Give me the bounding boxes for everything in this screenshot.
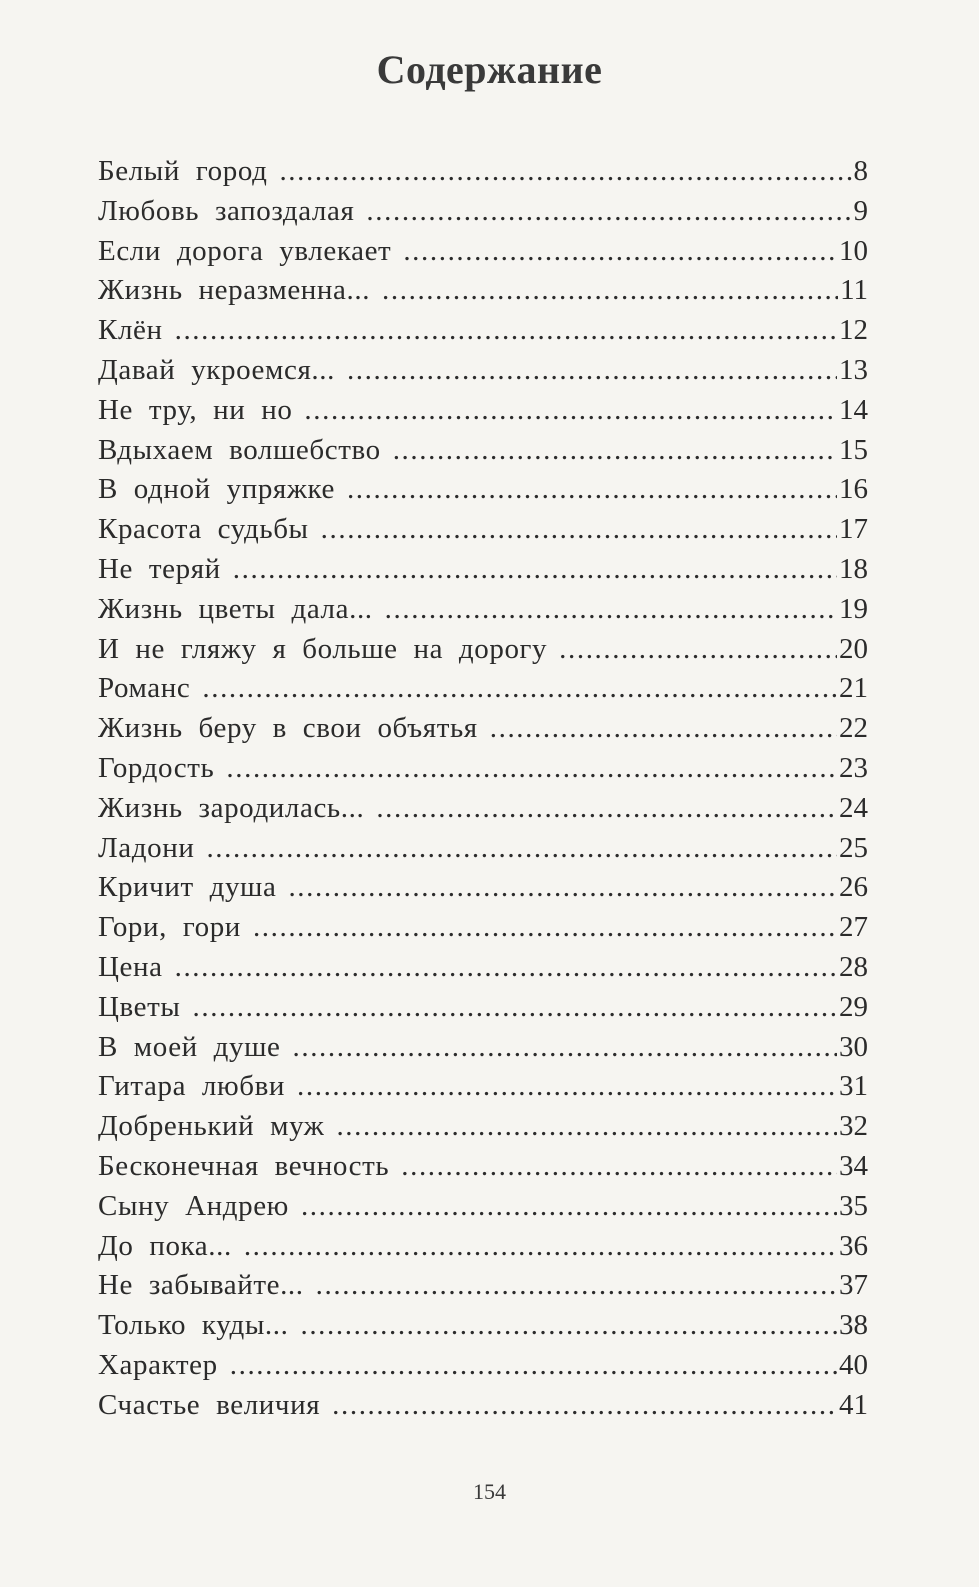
toc-entry-title: Бесконечная вечность <box>98 1149 390 1182</box>
dot-leader <box>382 271 838 311</box>
toc-entry-title: И не гляжу я больше на дорогу <box>98 632 548 665</box>
dot-leader <box>244 1227 837 1267</box>
toc-entry-page: 20 <box>839 632 868 665</box>
toc-entry <box>98 470 868 510</box>
toc-entry-page: 37 <box>839 1269 868 1302</box>
toc-entry <box>98 1028 868 1068</box>
toc-entry-page: 36 <box>839 1229 868 1262</box>
toc-entry-title: Красота судьбы <box>98 513 309 546</box>
toc-entry-page: 32 <box>839 1110 868 1143</box>
toc-entry-title: Кричит душа <box>98 871 277 904</box>
toc-entry <box>98 908 868 948</box>
toc-entry-page: 18 <box>839 552 868 585</box>
toc-entry-title: Ладони <box>98 831 195 864</box>
dot-leader <box>175 311 837 351</box>
toc-entry-title: Гори, гори <box>98 911 241 944</box>
toc-entry-page: 14 <box>839 393 868 426</box>
dot-leader <box>226 749 837 789</box>
dot-leader <box>300 1306 837 1346</box>
toc-entry <box>98 749 868 789</box>
toc-entry-page: 9 <box>853 194 868 227</box>
toc-entry-title: Жизнь цветы дала... <box>98 592 373 625</box>
page-title: Содержание <box>376 47 603 92</box>
toc-entry <box>98 669 868 709</box>
toc-entry-title: Если дорога увлекает <box>98 234 392 267</box>
toc-entry-title: Сыну Андрею <box>98 1189 289 1222</box>
dot-leader <box>336 1107 837 1147</box>
toc-entry-title: Любовь запоздалая <box>98 194 355 227</box>
toc-entry-page: 15 <box>839 433 868 466</box>
toc-entry-title: Жизнь беру в свои объятья <box>98 712 478 745</box>
toc-entry-title: Жизнь неразменна... <box>98 274 371 307</box>
toc-entry-page: 24 <box>839 791 868 824</box>
toc-entry-page: 19 <box>839 592 868 625</box>
toc-entry-page: 30 <box>839 1030 868 1063</box>
toc-entry <box>98 988 868 1028</box>
dot-leader <box>301 1187 837 1227</box>
toc-entry-title: Только куды... <box>98 1309 289 1342</box>
toc-entry-title: Романс <box>98 672 191 705</box>
toc-entry-title: Характер <box>98 1348 218 1381</box>
toc-entry-page: 27 <box>839 911 868 944</box>
dot-leader <box>403 232 837 272</box>
toc-entry <box>98 1067 868 1107</box>
toc-entry-title: Не теряй <box>98 552 221 585</box>
toc-entry-page: 17 <box>839 513 868 546</box>
toc-entry <box>98 232 868 272</box>
toc-entry <box>98 1227 868 1267</box>
toc-entry <box>98 510 868 550</box>
toc-entry <box>98 550 868 590</box>
toc-entry-title: Цена <box>98 950 163 983</box>
dot-leader <box>175 948 837 988</box>
toc-entry-title: Жизнь зародилась... <box>98 791 365 824</box>
toc-entry-page: 16 <box>839 473 868 506</box>
dot-leader <box>193 988 838 1028</box>
table-of-contents <box>98 152 868 1426</box>
toc-entry-title: Давай укроемся... <box>98 353 335 386</box>
dot-leader <box>376 789 837 829</box>
toc-entry <box>98 192 868 232</box>
toc-entry <box>98 709 868 749</box>
dot-leader <box>393 431 837 471</box>
toc-entry-page: 35 <box>839 1189 868 1222</box>
toc-entry-page: 23 <box>839 751 868 784</box>
toc-entry <box>98 1346 868 1386</box>
toc-entry-page: 10 <box>839 234 868 267</box>
toc-entry-page: 29 <box>839 990 868 1023</box>
toc-entry <box>98 351 868 391</box>
toc-entry-title: Гордость <box>98 751 215 784</box>
page-number: 154 <box>473 1479 506 1504</box>
toc-entry <box>98 590 868 630</box>
toc-entry-page: 12 <box>839 314 868 347</box>
dot-leader <box>297 1067 837 1107</box>
toc-entry <box>98 789 868 829</box>
toc-entry <box>98 1386 868 1426</box>
toc-entry-page: 28 <box>839 950 868 983</box>
dot-leader <box>206 829 837 869</box>
dot-leader <box>332 1386 837 1426</box>
toc-entry-page: 41 <box>839 1388 868 1421</box>
dot-leader <box>233 550 837 590</box>
toc-entry-title: Добренький муж <box>98 1110 325 1143</box>
dot-leader <box>279 152 851 192</box>
toc-entry <box>98 630 868 670</box>
toc-entry <box>98 1147 868 1187</box>
toc-entry <box>98 152 868 192</box>
dot-leader <box>559 630 837 670</box>
toc-entry-page: 8 <box>853 155 868 187</box>
dot-leader <box>230 1346 837 1386</box>
toc-entry-title: Гитара любви <box>98 1070 286 1103</box>
dot-leader <box>347 351 837 391</box>
toc-entry-page: 13 <box>839 353 868 386</box>
toc-entry <box>98 948 868 988</box>
toc-entry <box>98 1187 868 1227</box>
toc-entry <box>98 431 868 471</box>
dot-leader <box>293 1028 838 1068</box>
toc-entry-title: Цветы <box>98 990 181 1023</box>
toc-entry-title: Вдыхаем волшебство <box>98 433 381 466</box>
toc-entry-page: 38 <box>839 1309 868 1342</box>
dot-leader <box>401 1147 837 1187</box>
toc-entry <box>98 829 868 869</box>
toc-entry-title: Клён <box>98 314 163 347</box>
toc-entry <box>98 1107 868 1147</box>
toc-entry <box>98 271 868 311</box>
toc-entry <box>98 1306 868 1346</box>
toc-entry-page: 34 <box>839 1149 868 1182</box>
toc-entry-title: В одной упряжке <box>98 473 335 506</box>
toc-entry <box>98 868 868 908</box>
toc-entry <box>98 311 868 351</box>
toc-entry-title: Не тру, ни но <box>98 393 293 426</box>
toc-entry-title: Счастье величия <box>98 1388 321 1421</box>
dot-leader <box>316 1266 837 1306</box>
toc-entry <box>98 1266 868 1306</box>
toc-entry-page: 22 <box>839 712 868 745</box>
toc-entry-page: 25 <box>839 831 868 864</box>
dot-leader <box>304 391 837 431</box>
dot-leader <box>253 908 837 948</box>
dot-leader <box>366 192 851 232</box>
dot-leader <box>202 669 837 709</box>
toc-entry <box>98 391 868 431</box>
toc-entry-title: В моей душе <box>98 1030 281 1063</box>
toc-entry-page: 31 <box>839 1070 868 1103</box>
dot-leader <box>385 590 837 630</box>
toc-entry-title: Не забывайте... <box>98 1269 304 1302</box>
toc-entry-page: 11 <box>840 274 868 307</box>
dot-leader <box>321 510 837 550</box>
toc-entry-page: 21 <box>839 672 868 705</box>
toc-entry-title: До пока... <box>98 1229 232 1262</box>
dot-leader <box>490 709 837 749</box>
toc-entry-page: 26 <box>839 871 868 904</box>
dot-leader <box>347 470 837 510</box>
toc-entry-title: Белый город <box>98 155 268 187</box>
toc-entry-page: 40 <box>839 1348 868 1381</box>
dot-leader <box>288 868 837 908</box>
